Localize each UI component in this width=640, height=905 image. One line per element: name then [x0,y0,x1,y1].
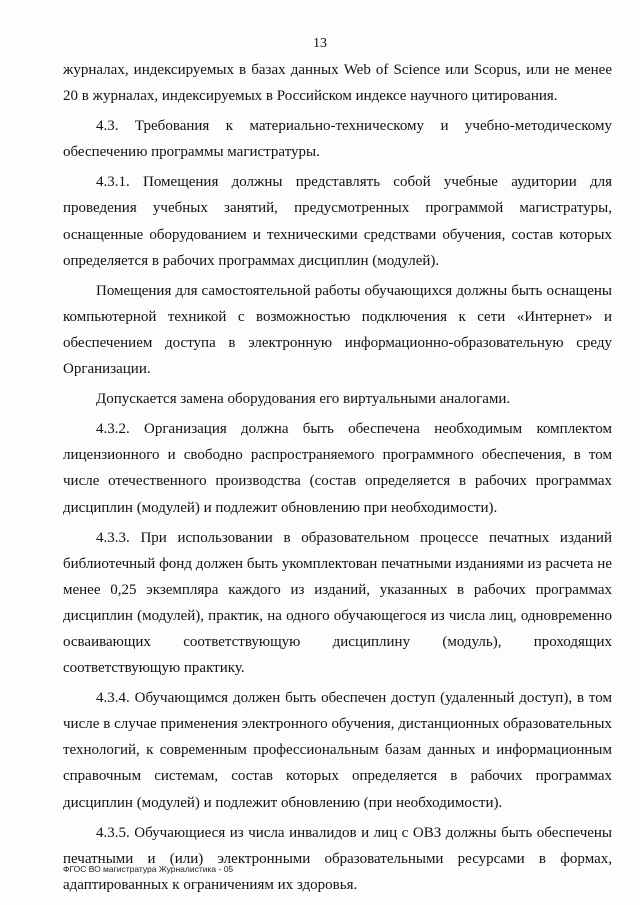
page-number: 13 [313,36,327,51]
page-footer: ФГОС ВО магистратура Журналистика - 05 [63,864,234,874]
paragraph-4-3-3: 4.3.3. При использовании в образовательном процессе печатных изданий библиотечный фонд должен быть укомплектован печатными изданиями из расчета не менее 0,25 экземпляра каждого из изданий, указанных в рабочих программах дисциплин (модулей), практик, на одного обучающегося из числа лиц, одновременно осваивающих соответствующую дисциплину (модуль), проходящих соответствующую практику. [63,529,612,677]
paragraph-virtual-analogs: Допускается замена оборудования его виртуальными аналогами. [96,391,511,408]
paragraph-4-3-4: 4.3.4. Обучающимся должен быть обеспечен доступ (удаленный доступ), в том числе в случае применения электронного обучения, дистанционных образовательных технологий, к современным профессиональным базам данных и информационным справочным системам, состав которых определяется в рабочих программах дисциплин (модулей) и подлежит обновлению (при необходимости). [63,690,612,811]
paragraph-self-study-rooms: Помещения для самостоятельной работы обучающихся должны быть оснащены компьютерной техникой с возможностью подключения к сети «Интернет» и обеспечением доступа в электронную информационно-образовательную среду Организации. [63,282,612,378]
document-body [63,57,612,902]
paragraph-4-3-5: 4.3.5. Обучающиеся из числа инвалидов и лиц с ОВЗ должны быть обеспечены печатными и (или) электронными образовательными ресурсами в формах, адаптированных к ограничениям их здоровья. [63,824,612,893]
section-heading-4-3: 4.3. Требования к материально-техническому и учебно-методическому обеспечению программы магистратуры. [63,118,612,161]
paragraph-continuation: журналах, индексируемых в базах данных Web of Science или Scopus, или не менее 20 в журналах, индексируемых в Российском индексе научного цитирования. [63,62,612,105]
paragraph-4-3-2: 4.3.2. Организация должна быть обеспечена необходимым комплектом лицензионного и свободно распространяемого программного обеспечения, в том числе отечественного производства (состав определяется в рабочих программах дисциплин (модулей) и подлежит обновлению при необходимости). [63,421,612,516]
paragraph-4-3-1: 4.3.1. Помещения должны представлять собой учебные аудитории для проведения учебных занятий, предусмотренных программой магистратуры, оснащенные оборудованием и техническими средствами обучения, состав которых определяется в рабочих программах дисциплин (модулей). [63,174,612,269]
